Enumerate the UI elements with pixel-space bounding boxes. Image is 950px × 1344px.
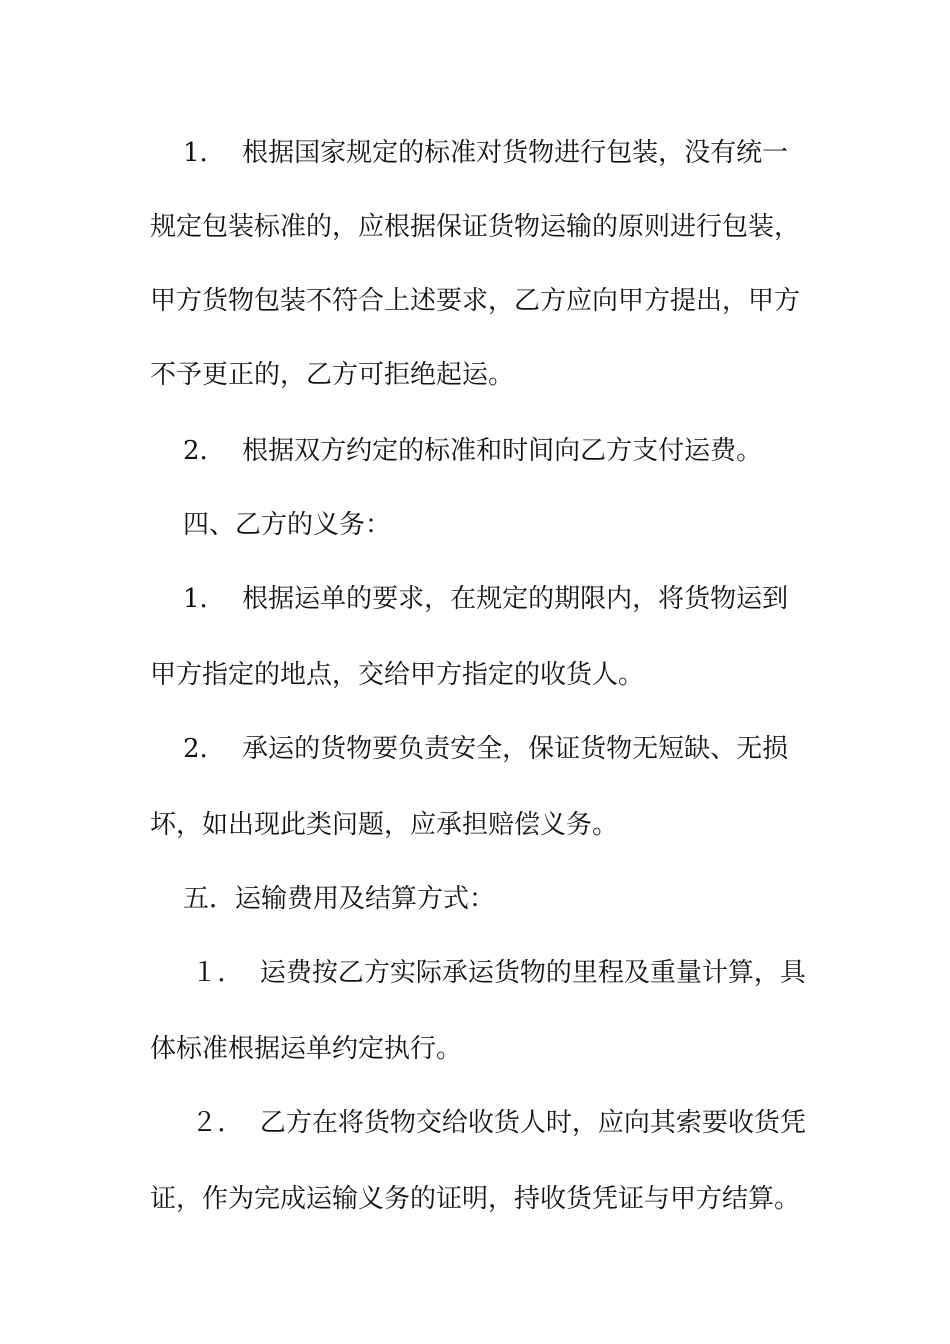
text-line: 甲方货物包装不符合上述要求，乙方应向甲方提出，甲方 xyxy=(150,286,801,316)
text-line: 体标准根据运单约定执行。 xyxy=(150,1034,463,1064)
text-line: ２． 乙方在将货物交给收货人时，应向其索要收货凭 xyxy=(150,1108,806,1138)
text-line: 甲方指定的地点，交给甲方指定的收货人。 xyxy=(150,660,645,690)
text-line: 不予更正的，乙方可拒绝起运。 xyxy=(150,360,515,390)
section-heading: 四、乙方的义务： xyxy=(150,510,392,540)
text-line: 规定包装标准的，应根据保证货物运输的原则进行包装， xyxy=(150,212,801,242)
text-line: 1． 根据国家规定的标准对货物进行包装，没有统一 xyxy=(150,138,789,168)
text-line: 2． 承运的货物要负责安全，保证货物无短缺、无损 xyxy=(150,734,789,764)
text-line: 坏，如出现此类问题，应承担赔偿义务。 xyxy=(150,810,619,840)
section-heading: 五．运输费用及结算方式： xyxy=(150,884,496,914)
text-line: 证，作为完成运输义务的证明，持收货凭证与甲方结算。 xyxy=(150,1184,801,1214)
text-line: 1． 根据运单的要求，在规定的期限内，将货物运到 xyxy=(150,584,789,614)
text-line: 2． 根据双方约定的标准和时间向乙方支付运费。 xyxy=(150,436,763,466)
text-line: １． 运费按乙方实际承运货物的里程及重量计算，具 xyxy=(150,958,806,988)
